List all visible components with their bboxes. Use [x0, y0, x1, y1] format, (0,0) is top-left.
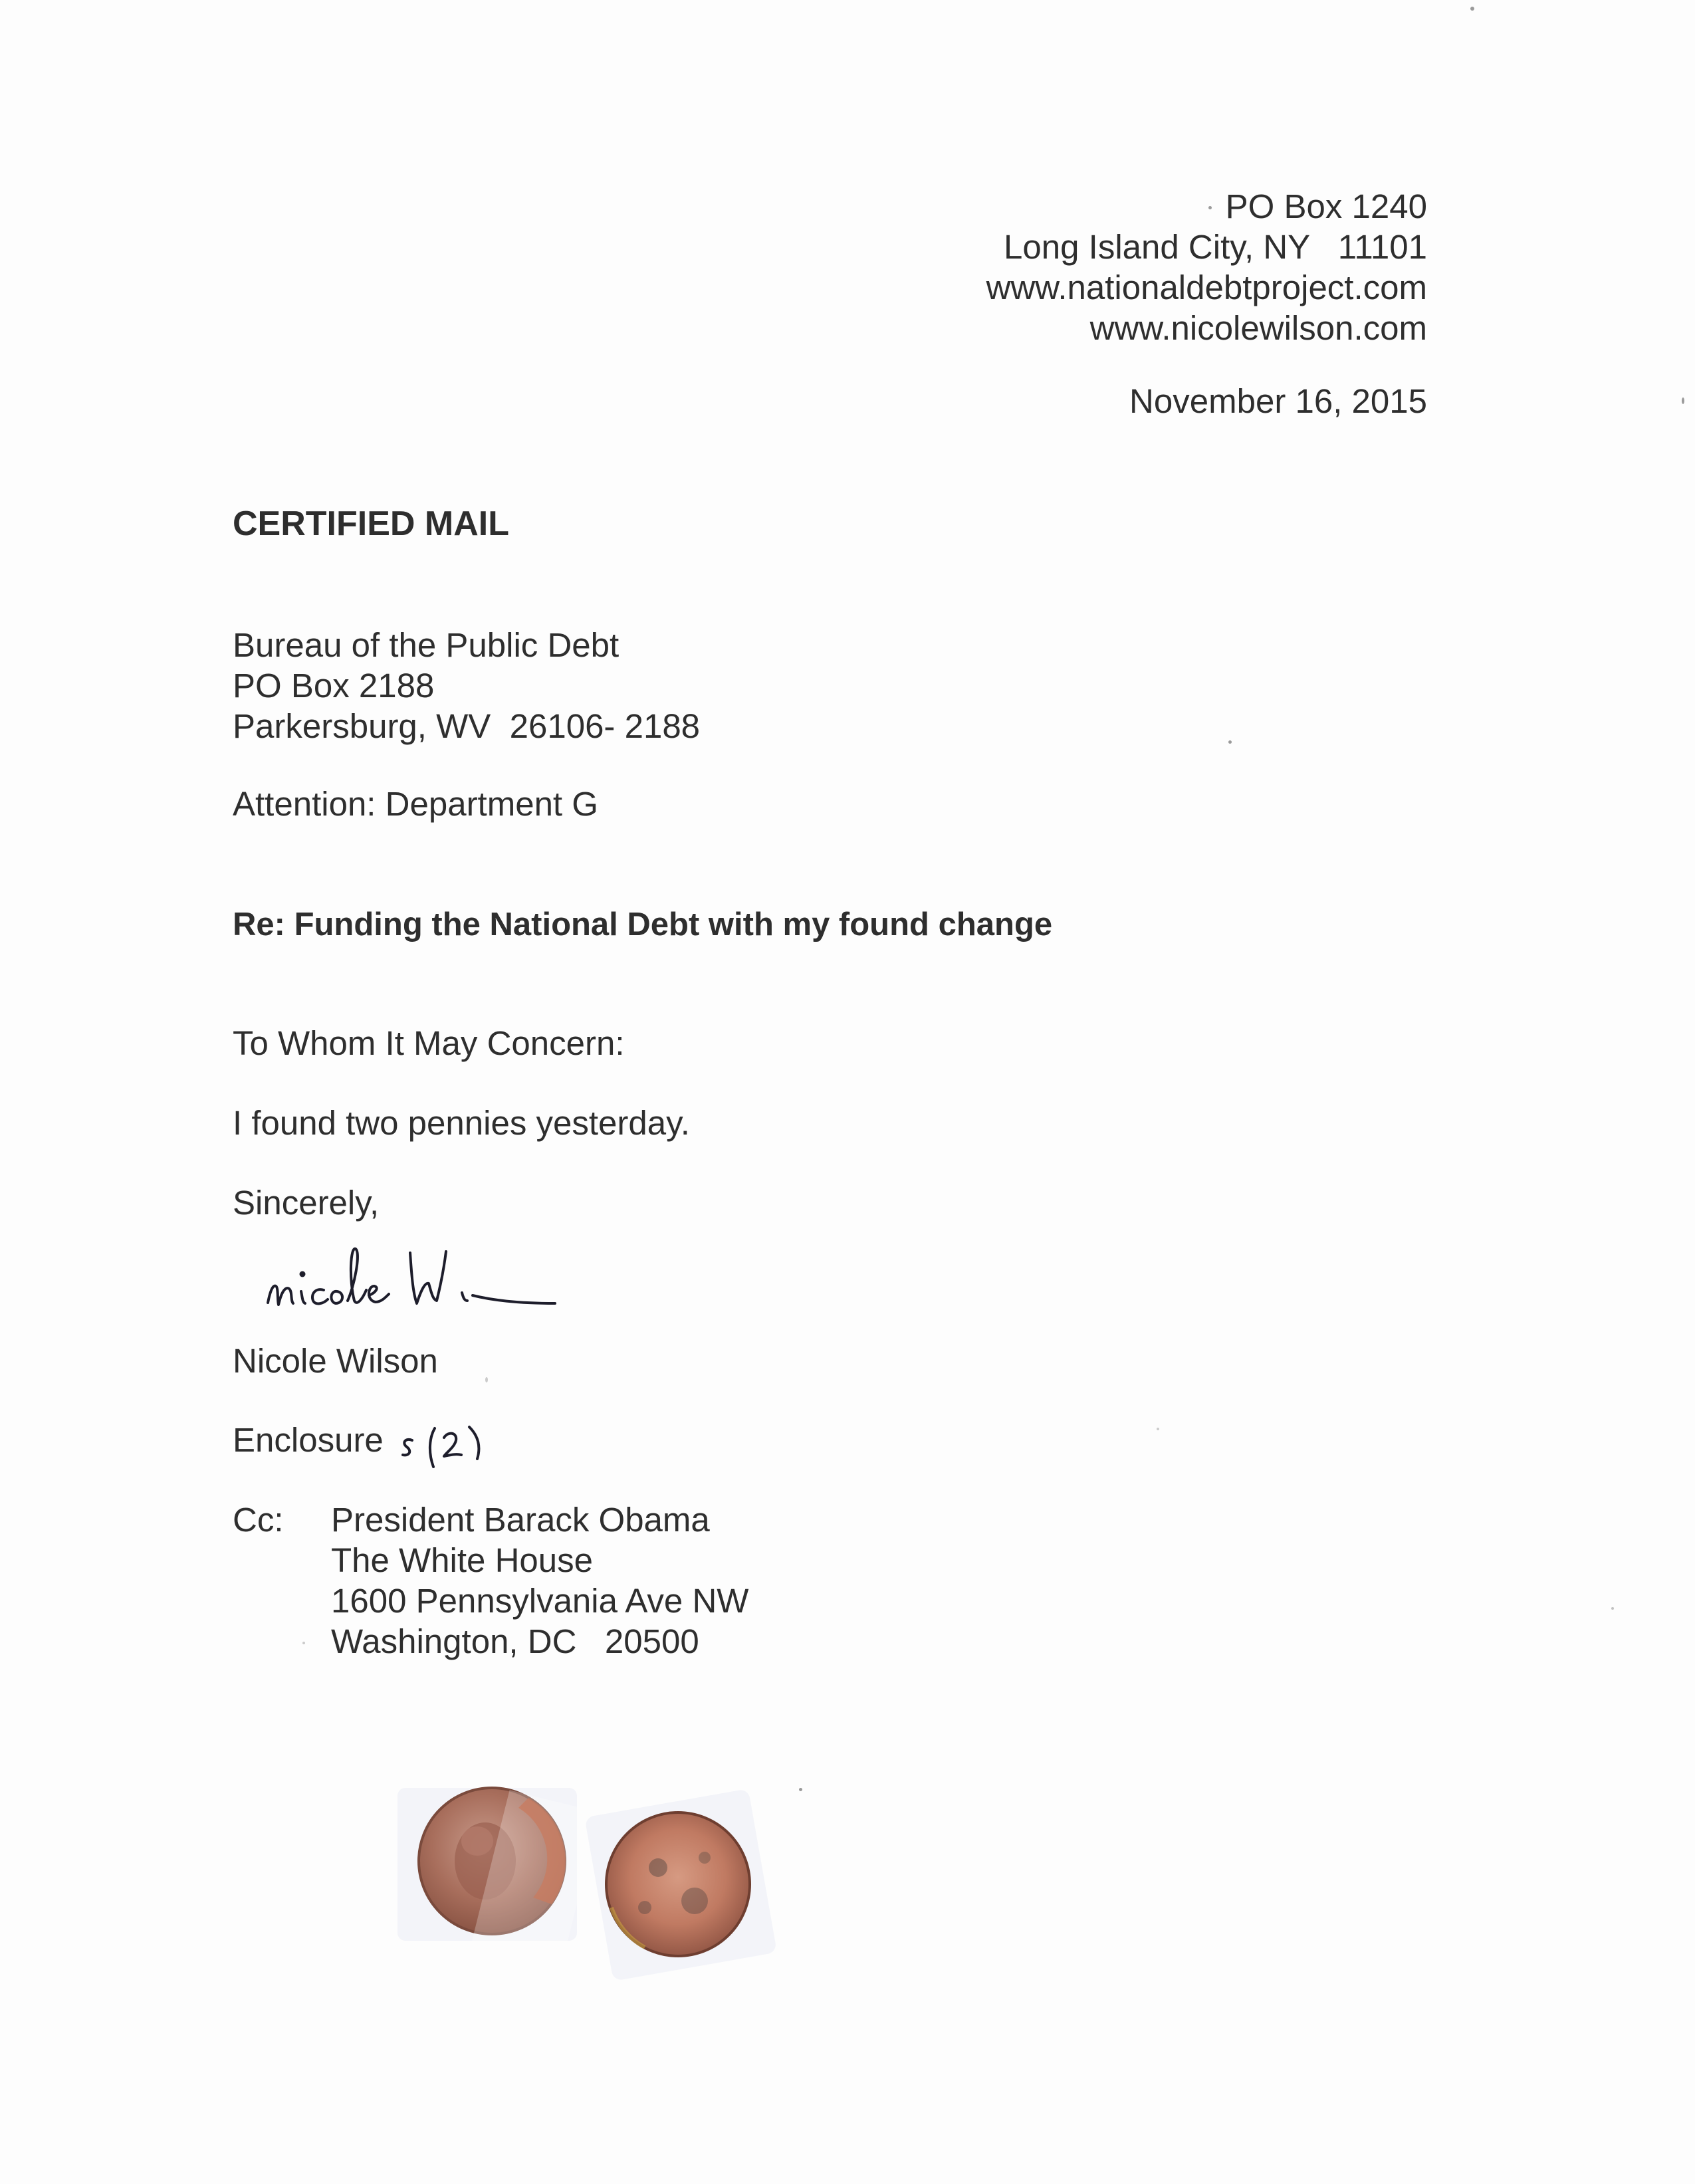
scan-speck	[1470, 7, 1474, 11]
sender-po-box: PO Box 1240	[1225, 187, 1427, 225]
closing: Sincerely,	[233, 1184, 380, 1222]
printed-name: Nicole Wilson	[233, 1342, 438, 1380]
scan-speck	[1611, 1607, 1614, 1610]
cc-city: Washington, DC 20500	[331, 1622, 699, 1660]
sender-city: Long Island City, NY 11101	[1004, 228, 1427, 266]
handwritten-signature	[263, 1226, 595, 1333]
attention-line: Attention: Department G	[233, 785, 598, 823]
salutation: To Whom It May Concern:	[233, 1024, 625, 1062]
enclosures-label: Enclosure	[233, 1421, 384, 1459]
scan-speck	[1228, 740, 1232, 744]
cc-label: Cc:	[233, 1501, 284, 1539]
scan-speck	[1208, 206, 1212, 209]
coin-icon	[392, 1768, 592, 1961]
recipient-address	[233, 625, 700, 746]
sender-address	[986, 186, 1427, 348]
body-text: I found two pennies yesterday.	[233, 1104, 690, 1142]
penny-heads	[392, 1768, 592, 1961]
cc-address	[331, 1499, 748, 1662]
delivery-method: CERTIFIED MAIL	[233, 504, 509, 543]
letter-date: November 16, 2015	[1129, 382, 1427, 420]
scan-speck	[485, 1377, 488, 1382]
cc-building: The White House	[331, 1541, 594, 1579]
recipient-city: Parkersburg, WV 26106- 2188	[233, 707, 701, 745]
sender-website-2: www.nicolewilson.com	[1089, 309, 1427, 347]
cc-street: 1600 Pennsylvania Ave NW	[331, 1582, 749, 1620]
recipient-name: Bureau of the Public Debt	[233, 626, 620, 664]
handwritten-enclosure-count	[400, 1415, 513, 1475]
scan-speck	[1682, 397, 1684, 404]
sender-website-1: www.nationaldebtproject.com	[986, 269, 1427, 306]
coin-icon	[585, 1788, 784, 1987]
scan-speck	[799, 1788, 802, 1791]
scan-speck	[1157, 1428, 1159, 1430]
penny-worn	[585, 1788, 784, 1987]
subject-line: Re: Funding the National Debt with my found change	[233, 907, 1053, 942]
scan-speck	[302, 1642, 305, 1644]
recipient-po-box: PO Box 2188	[233, 667, 435, 705]
cc-name: President Barack Obama	[331, 1501, 710, 1539]
